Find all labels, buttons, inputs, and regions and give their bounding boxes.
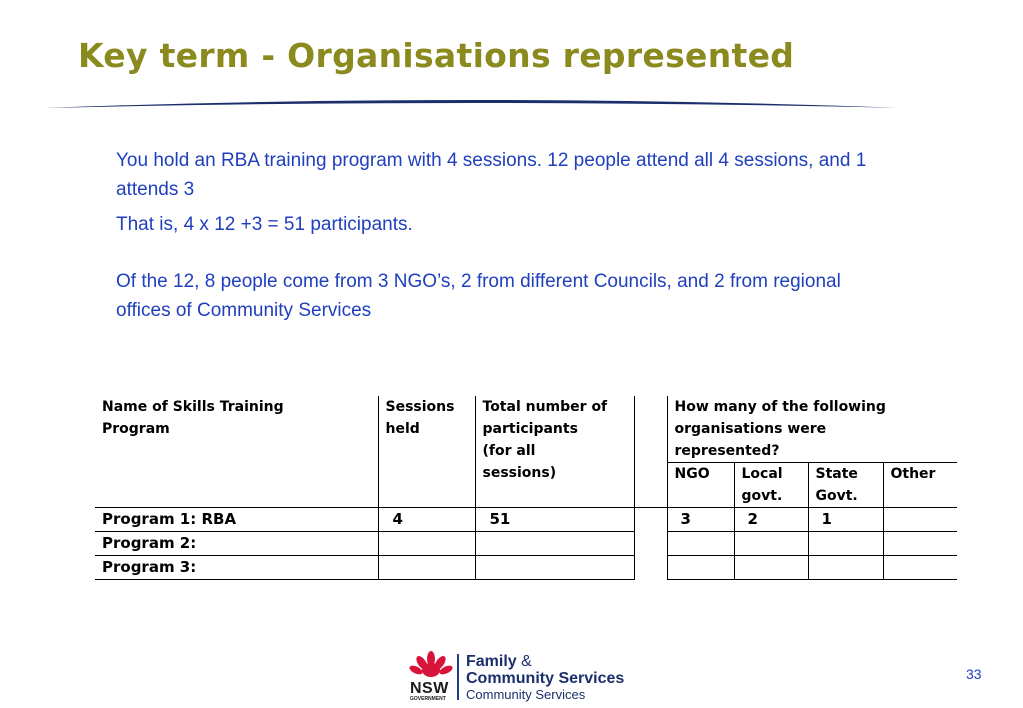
- cell-other: [883, 532, 957, 556]
- header-program-name: Name of Skills Training Program: [102, 399, 284, 437]
- cell-other: [883, 508, 957, 532]
- logo-line-community-services: Community Services: [466, 670, 625, 687]
- header-other: Other: [883, 463, 957, 508]
- table-row: [95, 532, 957, 556]
- title-underline-swoosh: [44, 96, 904, 112]
- paragraph-organisations: Of the 12, 8 people come from 3 NGO’s, 2 from different Councils, and 2 from regional offices of Community Services: [116, 271, 841, 321]
- waratah-icon: [408, 650, 454, 680]
- cell-local-govt: 2: [734, 508, 808, 532]
- cell-ngo: [667, 532, 734, 556]
- cell-sessions: [378, 556, 475, 580]
- cell-state-govt: 1: [808, 508, 883, 532]
- cell-sessions: [378, 532, 475, 556]
- header-total-participants: Total number of participants (for all sessions): [475, 396, 634, 508]
- cell-spacer: [634, 508, 667, 532]
- cell-ngo: [667, 556, 734, 580]
- header-state-govt: State Govt.: [808, 463, 883, 508]
- cell-other: [883, 556, 957, 580]
- logo-line-community-services-sub: Community Services: [466, 687, 586, 702]
- cell-sessions: 4: [378, 508, 475, 532]
- table-row: [95, 508, 957, 532]
- cell-spacer: [634, 532, 667, 556]
- cell-local-govt: [734, 532, 808, 556]
- cell-local-govt: [734, 556, 808, 580]
- cell-program-name: Program 2:: [95, 532, 378, 556]
- header-organisations-represented: How many of the following organisations were represented?: [667, 396, 957, 463]
- nsw-wordmark: NSW: [410, 680, 449, 697]
- cell-ngo: 3: [667, 508, 734, 532]
- cell-program-name: Program 1: RBA: [95, 508, 378, 532]
- table-row: [95, 556, 957, 580]
- cell-total: 51: [475, 508, 634, 532]
- cell-state-govt: [808, 532, 883, 556]
- slide-body: [116, 146, 896, 325]
- government-wordmark: GOVERNMENT: [410, 696, 446, 702]
- page-number: 33: [966, 666, 982, 682]
- logo-divider: [457, 654, 459, 700]
- cell-state-govt: [808, 556, 883, 580]
- cell-program-name: Program 3:: [95, 556, 378, 580]
- paragraph-program-description: You hold an RBA training program with 4 sessions. 12 people attend all 4 sessions, and 1 attends 3: [116, 150, 867, 200]
- header-spacer: [634, 396, 667, 508]
- slide-title: Key term - Organisations represented: [78, 36, 795, 75]
- header-ngo: NGO: [667, 463, 734, 508]
- header-local-govt: Local govt.: [734, 463, 808, 508]
- cell-total: [475, 556, 634, 580]
- header-sessions-held: Sessions held: [378, 396, 475, 508]
- paragraph-participant-calc: That is, 4 x 12 +3 = 51 participants.: [116, 214, 413, 235]
- cell-total: [475, 532, 634, 556]
- skills-training-table: [95, 396, 957, 580]
- cell-spacer: [634, 556, 667, 580]
- logo-line-family: Family &: [466, 653, 532, 670]
